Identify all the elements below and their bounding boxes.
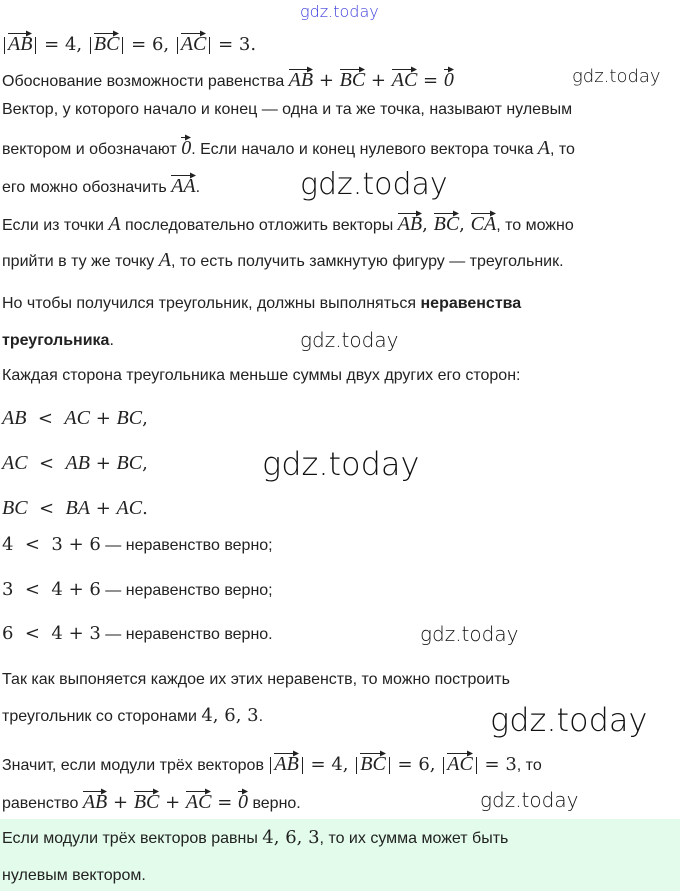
vector: AB	[274, 750, 298, 774]
text: Если модули трёх векторов равны	[2, 830, 263, 847]
math-expression: = 4,	[304, 754, 355, 775]
text: Вектор, у которого начало и конец — одна и та же точка, называют нулевым	[2, 101, 573, 118]
watermark: gdz.today	[300, 167, 448, 202]
math-expression: = 3	[478, 754, 517, 775]
watermark: gdz.today	[300, 2, 379, 21]
text: его можно обозначить	[2, 179, 172, 196]
vector-magnitude	[90, 33, 124, 55]
math-expression: +	[107, 792, 134, 813]
text: , то их сумма может быть	[319, 830, 509, 847]
watermark: gdz.today	[420, 622, 519, 646]
vector: AC	[447, 750, 473, 774]
text: — неравенство верно.	[100, 626, 273, 643]
text-line	[2, 750, 542, 778]
text: .	[109, 332, 114, 349]
text: Обоснование возможности равенства	[2, 73, 289, 90]
text-line	[2, 292, 521, 316]
text-line	[2, 210, 574, 238]
text: последовательно отложить векторы	[120, 217, 398, 234]
math-variable: AB	[65, 452, 90, 474]
math-expression: +	[89, 453, 117, 474]
math-variable: AC	[2, 452, 28, 474]
math-variable: BC	[116, 407, 143, 429]
text-line	[2, 622, 273, 647]
math-expression: .	[142, 498, 148, 519]
text: Каждая сторона треугольника меньше суммы двух других его сторон:	[2, 367, 521, 384]
vector: AB	[83, 788, 107, 812]
math-expression: =	[417, 70, 444, 91]
math-expression: = 6,	[125, 34, 175, 55]
text-line	[2, 451, 148, 477]
bold-text: треугольника	[2, 332, 110, 349]
text: треугольник со сторонами	[2, 708, 202, 725]
math-expression: <	[27, 498, 66, 519]
math-variable: BC	[116, 452, 143, 474]
vector: AC	[392, 66, 418, 90]
text-line	[2, 533, 273, 558]
bold-text: неравенства	[420, 295, 522, 312]
text-line	[2, 668, 510, 692]
vector-magnitude	[270, 753, 302, 775]
math-expression: 3 < 4 + 6	[2, 579, 101, 600]
text-line	[2, 578, 273, 603]
text: Если из точки	[2, 217, 109, 234]
text: вектором и обозначают	[2, 141, 182, 158]
math-expression: = 4,	[38, 34, 88, 55]
math-expression: = 3.	[212, 34, 257, 55]
vector-magnitude	[4, 33, 36, 55]
vector: AA	[171, 172, 195, 196]
math-variable: BC	[2, 497, 28, 519]
math-expression: ,	[142, 408, 148, 429]
text: — неравенство верно;	[100, 537, 273, 554]
text-line	[2, 364, 520, 388]
text: , то	[550, 141, 575, 158]
text-line	[2, 496, 148, 522]
watermark: gdz.today	[480, 788, 579, 812]
text: , то есть получить замкнутую фигуру — треугольник.	[170, 253, 564, 270]
math-expression: ,	[459, 214, 471, 235]
vector: BC	[134, 788, 160, 812]
text-line	[2, 66, 454, 94]
math-expression: +	[89, 408, 117, 429]
math-expression: <	[26, 408, 65, 429]
text: .	[258, 708, 264, 725]
text-line	[2, 98, 572, 122]
math-variable: A	[158, 249, 171, 271]
math-expression: 4 < 3 + 6	[2, 534, 101, 555]
vector-magnitude	[443, 753, 477, 775]
text-line	[2, 172, 200, 200]
math-expression: 6 < 4 + 3	[2, 623, 101, 644]
vector-magnitude	[356, 753, 390, 775]
text: равенство	[2, 795, 83, 812]
math-variable: AC	[64, 407, 90, 429]
math-expression: +	[159, 792, 186, 813]
math-expression: +	[313, 70, 340, 91]
vector: 0	[238, 788, 248, 812]
vector: AC	[186, 788, 212, 812]
text: прийти в ту же точку	[2, 253, 159, 270]
vector: BC	[340, 66, 366, 90]
math-expression: = 6,	[391, 754, 442, 775]
text: , то	[516, 757, 542, 774]
watermark: gdz.today	[572, 66, 661, 87]
vector: CA	[471, 210, 497, 234]
vector: BC	[434, 210, 460, 234]
text-line	[2, 788, 301, 816]
vector: AB	[398, 210, 422, 234]
math-expression: 4, 6, 3	[262, 827, 320, 848]
math-expression: ,	[142, 453, 148, 474]
text-line	[2, 826, 508, 851]
text: Значит, если модули трёх векторов	[2, 757, 269, 774]
vector: 0	[444, 66, 454, 90]
text: Но чтобы получился треугольник, должны выполняться	[2, 295, 421, 312]
text-line	[2, 864, 146, 888]
math-variable: A	[108, 213, 121, 235]
watermark: gdz.today	[262, 445, 420, 483]
vector-magnitude	[177, 33, 211, 55]
math-expression: 4, 6, 3	[201, 705, 259, 726]
math-expression: =	[211, 792, 238, 813]
math-variable: AC	[116, 497, 143, 519]
text: — неравенство верно;	[100, 582, 273, 599]
text: Так как выпоняется каждое их этих неравенств, то можно построить	[2, 671, 510, 688]
text-line	[2, 329, 114, 353]
watermark: gdz.today	[490, 701, 648, 739]
vector: AC	[181, 30, 207, 54]
math-variable: BA	[65, 497, 90, 519]
watermark: gdz.today	[300, 328, 399, 352]
math-variable: AB	[2, 407, 27, 429]
vector: AB	[289, 66, 313, 90]
math-expression: ,	[422, 214, 434, 235]
text: верно.	[248, 795, 301, 812]
text-line	[2, 704, 263, 729]
text: нулевым вектором.	[2, 867, 146, 884]
text-line	[2, 248, 564, 274]
math-variable: A	[537, 137, 551, 159]
text-line	[2, 30, 256, 58]
text: .	[195, 179, 201, 196]
vector: AB	[8, 30, 32, 54]
vector: 0	[181, 134, 191, 158]
vector: BC	[360, 750, 386, 774]
text-line	[2, 406, 148, 432]
math-expression: +	[89, 498, 117, 519]
math-expression: +	[365, 70, 392, 91]
text-line	[2, 134, 575, 162]
math-expression: <	[27, 453, 66, 474]
text: , то можно	[496, 217, 574, 234]
vector: BC	[94, 30, 120, 54]
text: . Если начало и конец нулевого вектора точка	[191, 141, 538, 158]
